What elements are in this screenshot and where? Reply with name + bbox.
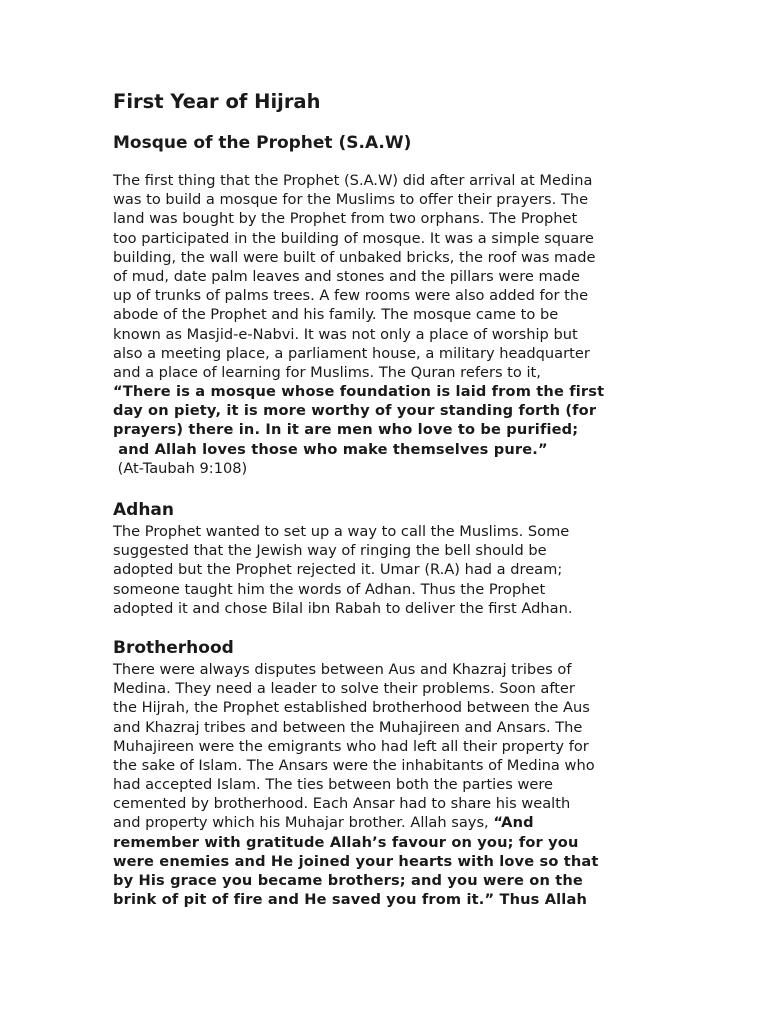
paragraph-line: the Hijrah, the Prophet established brotherhood between the Aus	[113, 699, 590, 717]
quran-quote-line: by His grace you became brothers; and you were on the	[113, 872, 583, 889]
paragraph-line: The first thing that the Prophet (S.A.W) did after arrival at Medina	[113, 172, 593, 189]
paragraph-line: and Khazraj tribes and between the Muhajireen and Ansars. The	[113, 718, 583, 736]
paragraph-line: cemented by brotherhood. Each Ansar had to share his wealth	[113, 795, 571, 813]
paragraph-line: There were always disputes between Aus and Khazraj tribes of	[113, 660, 572, 678]
paragraph-line: adopted it and chose Bilal ibn Rabah to deliver the first Adhan.	[113, 599, 573, 617]
document-page	[113, 88, 653, 909]
paragraph-line: also a meeting place, a parliament house, a military headquarter	[113, 344, 590, 362]
section-heading-mosque: Mosque of the Prophet (S.A.W)	[113, 133, 412, 153]
quran-quote-line: remember with gratitude Allah’s favour on you; for you	[113, 833, 579, 851]
paragraph-line: of mud, date palm leaves and stones and the pillars were made	[113, 267, 580, 285]
paragraph-line: adopted but the Prophet rejected it. Umar (R.A) had a dream;	[113, 561, 563, 579]
section-body-brotherhood	[113, 660, 653, 909]
paragraph-line: up of trunks of palms trees. A few rooms were also added for the	[113, 287, 589, 305]
paragraph-line: The Prophet wanted to set up a way to call the Muslims. Some	[113, 523, 570, 540]
quran-quote-line: day on piety, it is more worthy of your standing forth (for	[113, 402, 597, 420]
quran-quote-line: brink of pit of fire and He saved you from it.” Thus Allah	[113, 891, 587, 909]
section-body-mosque	[113, 171, 653, 478]
quote-reference: (At-Taubah 9:108)	[113, 459, 248, 477]
paragraph-line-mixed	[113, 813, 653, 832]
quran-quote-line: prayers) there in. In it are men who love to be purified;	[113, 421, 579, 439]
paragraph-text: and property which his Muhajar brother. Allah says,	[113, 814, 494, 832]
paragraph-line: suggested that the Jewish way of ringing the bell should be	[113, 542, 547, 560]
section-heading-adhan: Adhan	[113, 500, 175, 520]
paragraph-line: land was bought by the Prophet from two orphans. The Prophet	[113, 210, 578, 228]
paragraph-line: someone taught him the words of Adhan. Thus the Prophet	[113, 580, 546, 598]
paragraph-line: Muhajireen were the emigrants who had left all their property for	[113, 737, 589, 755]
quran-quote-line: “There is a mosque whose foundation is laid from the first	[113, 383, 605, 401]
paragraph-line: and a place of learning for Muslims. The Quran refers to it,	[113, 363, 541, 381]
paragraph-line: abode of the Prophet and his family. The mosque came to be	[113, 306, 559, 324]
paragraph-line: Medina. They need a leader to solve their problems. Soon after	[113, 680, 575, 698]
paragraph-line: the sake of Islam. The Ansars were the inhabitants of Medina who	[113, 756, 595, 774]
section-heading-brotherhood: Brotherhood	[113, 637, 234, 658]
quran-quote-start: “And	[493, 814, 534, 832]
paragraph-line: had accepted Islam. The ties between both the parties were	[113, 776, 554, 794]
paragraph-line: too participated in the building of mosque. It was a simple square	[113, 229, 594, 247]
paragraph-line: building, the wall were built of unbaked bricks, the roof was made	[113, 248, 596, 266]
section-body-adhan	[113, 522, 653, 618]
quran-quote-line: were enemies and He joined your hearts with love so that	[113, 852, 599, 870]
quran-quote-line: and Allah loves those who make themselves pure.”	[113, 440, 548, 458]
document-title: First Year of Hijrah	[113, 90, 321, 113]
paragraph-line: known as Masjid-e-Nabvi. It was not only a place of worship but	[113, 325, 578, 343]
paragraph-line: was to build a mosque for the Muslims to offer their prayers. The	[113, 191, 589, 209]
